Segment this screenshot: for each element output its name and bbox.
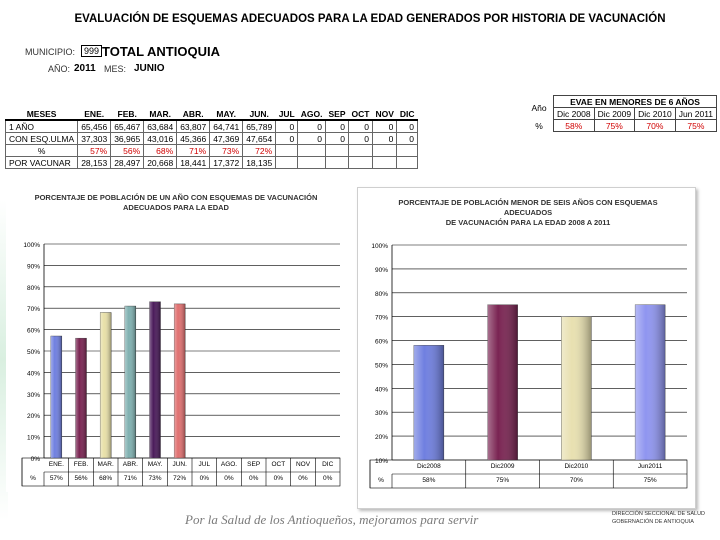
x-category-label: ENE.	[48, 461, 64, 468]
x-category-label: FEB.	[73, 461, 89, 468]
data-label: 68%	[99, 475, 113, 482]
data-label: 0%	[199, 475, 210, 482]
bar-shading	[125, 306, 136, 458]
chart-evae-title-line2: DE VACUNACIÓN PARA LA EDAD 2008 A 2011	[445, 218, 611, 227]
table-cell: 0	[372, 120, 396, 133]
table-cell	[397, 145, 418, 157]
chart-evae	[357, 232, 695, 494]
table-cell: 65,789	[243, 120, 276, 133]
municipio-name: TOTAL ANTIOQUIA	[102, 44, 220, 59]
footer-org-line2: GOBERNACIÓN DE ANTIOQUIA	[612, 519, 694, 525]
row-label: 1 AÑO	[6, 120, 78, 133]
data-label: 0%	[298, 475, 308, 482]
anio-value: 2011	[74, 63, 96, 74]
table-header-cell: AGO.	[298, 108, 326, 120]
bar-shading	[561, 317, 591, 460]
table-cell: 0	[276, 133, 298, 145]
table-cell	[298, 145, 326, 157]
anio-label: AÑO:	[48, 64, 71, 74]
x-category-label: OCT	[271, 461, 286, 468]
evae-title: EVAE EN MENORES DE 6 AÑOS	[554, 96, 717, 108]
bar-shading	[150, 302, 161, 458]
table-cell: 56%	[111, 145, 144, 157]
y-tick-label: 80%	[374, 290, 388, 298]
monthly-table	[5, 108, 418, 169]
data-label: 71%	[123, 475, 137, 482]
y-tick-label: 10%	[26, 434, 40, 442]
table-cell: 28,153	[78, 157, 111, 169]
y-tick-label: 20%	[26, 413, 40, 421]
table-cell: 71%	[177, 145, 210, 157]
table-header-cell: NOV	[372, 108, 396, 120]
y-tick-label: 30%	[26, 391, 40, 399]
y-tick-label: 30%	[374, 410, 388, 418]
table-cell: 57%	[78, 145, 111, 157]
table-cell: 0	[298, 120, 326, 133]
table-cell	[298, 157, 326, 169]
y-tick-label: 90%	[374, 266, 388, 274]
y-tick-label: 60%	[26, 327, 40, 335]
evae-value-cell: 75%	[594, 120, 635, 132]
table-cell	[372, 157, 396, 169]
x-category-label: Jun2011	[637, 463, 663, 470]
x-category-label: MAY.	[147, 461, 163, 468]
table-row	[6, 133, 418, 145]
x-category-label: MAR.	[97, 461, 114, 468]
table-cell	[276, 157, 298, 169]
y-tick-label: 10%	[374, 458, 388, 465]
table-cell: 65,456	[78, 120, 111, 133]
x-category-label: DIC	[322, 461, 334, 468]
table-cell: 0	[397, 120, 418, 133]
bar-shading	[635, 305, 665, 460]
table-cell: 0	[276, 120, 298, 133]
table-cell	[349, 145, 373, 157]
table-cell	[349, 157, 373, 169]
table-header-cell: DIC	[397, 108, 418, 120]
table-cell: 0	[298, 133, 326, 145]
table-cell: 64,741	[210, 120, 243, 133]
y-tick-label: 0%	[30, 456, 40, 463]
x-category-label: Dic2009	[490, 463, 515, 470]
evae-value-cell: 58%	[554, 120, 595, 132]
chart-monthly	[0, 230, 350, 492]
table-header-cell: MAY.	[210, 108, 243, 120]
evae-side-label: Año	[531, 102, 547, 113]
table-cell: 18,135	[243, 157, 276, 169]
bar-shading	[174, 304, 185, 458]
data-label: 0%	[322, 475, 333, 482]
y-tick-label: 70%	[374, 314, 388, 322]
table-header-cell: MESES	[6, 108, 78, 120]
bar-shading	[76, 338, 87, 458]
evae-table	[525, 95, 717, 132]
table-cell: 0	[349, 133, 373, 145]
table-header-cell: FEB.	[111, 108, 144, 120]
x-category-label: JUN.	[172, 461, 187, 468]
table-cell	[325, 157, 348, 169]
data-label: 75%	[496, 477, 510, 484]
page-title: EVALUACIÓN DE ESQUEMAS ADECUADOS PARA LA EDAD GENERADOS POR HISTORIA DE VACUNACIÓN	[74, 13, 666, 25]
data-label: 72%	[173, 475, 187, 482]
table-header-cell: JUL	[276, 108, 298, 120]
table-cell: 72%	[243, 145, 276, 157]
data-table-pct-label: %	[30, 475, 36, 482]
table-cell: 0	[349, 120, 373, 133]
table-cell: 43,016	[144, 133, 177, 145]
footer-org-line1: DIRECCIÓN SECCIONAL DE SALUD	[612, 511, 706, 517]
table-header-cell: OCT	[349, 108, 373, 120]
table-cell	[276, 145, 298, 157]
row-label: %	[6, 145, 78, 157]
municipio-label: MUNICIPIO:	[25, 47, 76, 57]
data-label: 57%	[49, 475, 63, 482]
table-header-cell: MAR.	[144, 108, 177, 120]
table-row	[6, 157, 418, 169]
y-tick-label: 20%	[374, 434, 388, 442]
table-cell	[397, 157, 418, 169]
table-header-cell: ENE.	[78, 108, 111, 120]
x-category-label: Dic2010	[564, 463, 589, 470]
data-label: 58%	[422, 477, 436, 484]
data-label: 73%	[148, 475, 162, 482]
table-cell: 45,366	[177, 133, 210, 145]
data-label: 0%	[273, 475, 284, 482]
chart-evae-title-line1: PORCENTAJE DE POBLACIÓN MENOR DE SEIS AÑOS CON ESQUEMAS ADECUADOS	[398, 198, 658, 217]
footer-slogan: Por la Salud de los Antioqueños, mejoramos para servir	[185, 512, 479, 527]
table-row	[6, 120, 418, 133]
x-category-label: NOV	[295, 461, 311, 468]
data-label: 75%	[643, 477, 657, 484]
table-row	[6, 145, 418, 157]
y-tick-label: 100%	[371, 243, 388, 250]
y-tick-label: 40%	[374, 386, 388, 394]
bar-shading	[414, 345, 444, 460]
table-cell: 28,497	[111, 157, 144, 169]
y-tick-label: 100%	[23, 242, 40, 249]
table-cell: 73%	[210, 145, 243, 157]
table-cell: 0	[325, 133, 348, 145]
bar-shading	[100, 312, 111, 458]
evae-header-cell: Dic 2009	[594, 108, 635, 120]
data-label: 56%	[74, 475, 88, 482]
data-label: 0%	[248, 475, 259, 482]
evae-value-cell: 70%	[635, 120, 676, 132]
row-label: POR VACUNAR	[6, 157, 78, 169]
y-tick-label: 70%	[26, 306, 40, 314]
x-category-label: AGO.	[220, 461, 238, 468]
data-label: 70%	[569, 477, 583, 484]
municipio-code: 999	[81, 45, 102, 57]
evae-header-cell: Dic 2010	[635, 108, 676, 120]
mes-value: JUNIO	[134, 63, 165, 74]
evae-value-cell: 75%	[675, 120, 716, 132]
footer-org	[612, 510, 705, 526]
bar-shading	[51, 336, 62, 458]
y-tick-label: 90%	[26, 263, 40, 271]
x-category-label: JUL	[198, 461, 211, 468]
chart-monthly-title-line1: PORCENTAJE DE POBLACIÓN DE UN AÑO CON ESQUEMAS DE VACUNACIÓN	[34, 193, 318, 202]
x-category-label: SEP	[247, 461, 261, 468]
table-cell: 47,654	[243, 133, 276, 145]
table-cell: 47,369	[210, 133, 243, 145]
table-cell: 17,372	[210, 157, 243, 169]
table-cell: 20,668	[144, 157, 177, 169]
chart-monthly-title-line2: ADECUADOS PARA LA EDAD	[123, 203, 229, 212]
table-cell	[372, 145, 396, 157]
data-label: 0%	[224, 475, 234, 482]
y-tick-label: 40%	[26, 370, 40, 378]
table-header-cell: SEP	[325, 108, 348, 120]
table-cell: 65,467	[111, 120, 144, 133]
table-cell: 0	[372, 133, 396, 145]
table-cell: 36,965	[111, 133, 144, 145]
evae-header-cell: Dic 2008	[554, 108, 595, 120]
evae-header-cell: Jun 2011	[675, 108, 716, 120]
y-tick-label: 50%	[374, 362, 388, 370]
table-cell: 63,807	[177, 120, 210, 133]
y-tick-label: 80%	[26, 284, 40, 292]
table-cell: 0	[397, 133, 418, 145]
table-cell: 37,303	[78, 133, 111, 145]
table-cell: 0	[325, 120, 348, 133]
bar-shading	[488, 305, 518, 460]
y-tick-label: 60%	[374, 338, 388, 346]
chart-monthly-title	[26, 193, 326, 213]
table-header-cell: JUN.	[243, 108, 276, 120]
chart-evae-title	[378, 198, 678, 228]
x-category-label: ABR.	[122, 461, 138, 468]
data-table-pct-label: %	[378, 477, 384, 484]
x-category-label: Dic2008	[416, 463, 441, 470]
evae-row-label: %	[535, 120, 543, 131]
row-label: CON ESQ.ULMA	[6, 133, 78, 145]
table-cell: 18,441	[177, 157, 210, 169]
table-header-cell: ABR.	[177, 108, 210, 120]
mes-label: MES:	[104, 64, 127, 74]
y-tick-label: 50%	[26, 349, 40, 356]
table-cell: 63,684	[144, 120, 177, 133]
table-cell: 68%	[144, 145, 177, 157]
table-cell	[325, 145, 348, 157]
